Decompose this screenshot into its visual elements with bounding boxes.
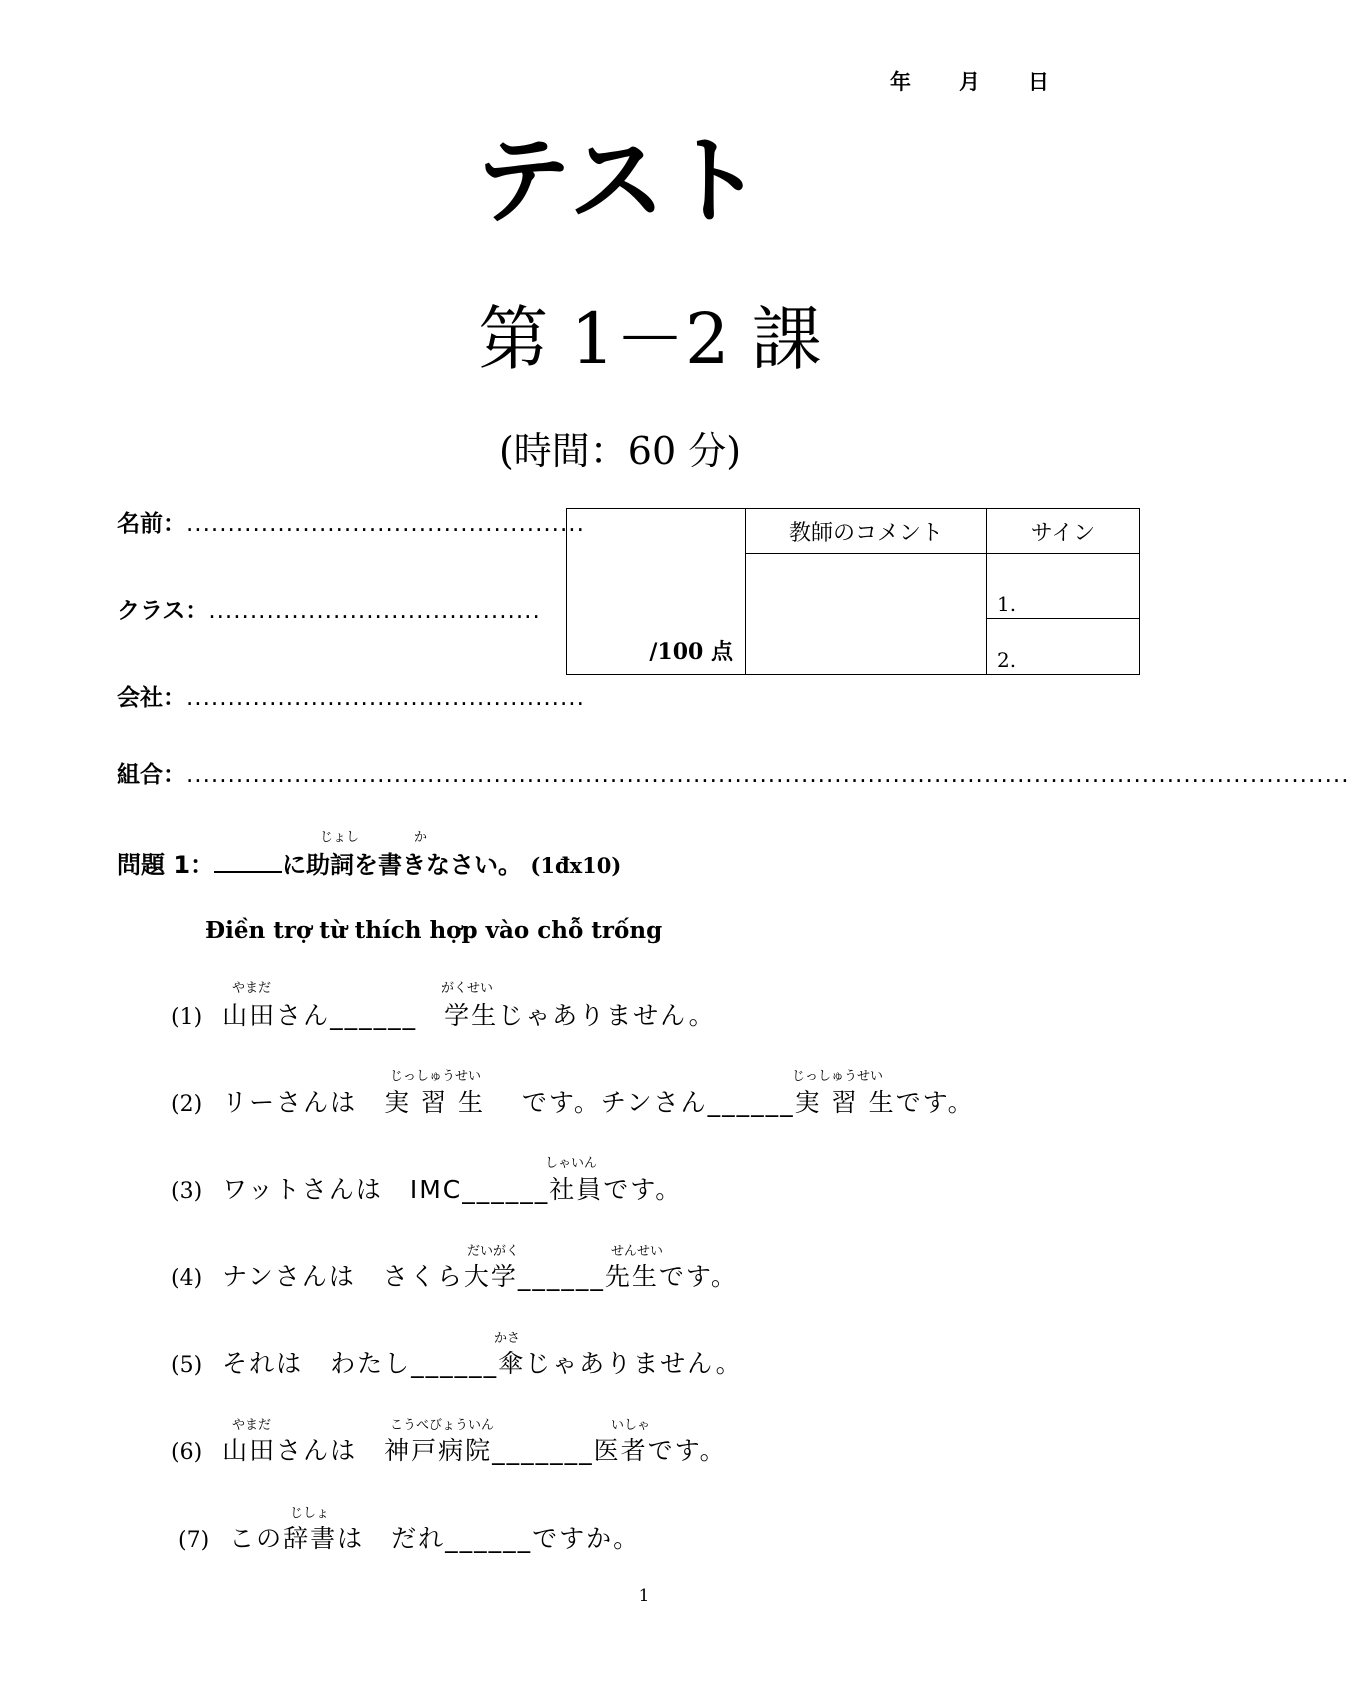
question-1-label: 問題 1： bbox=[117, 851, 215, 879]
name-field[interactable] bbox=[117, 505, 585, 538]
question-1-subtitle: Điền trợ từ thích hợp vào chỗ trống bbox=[205, 917, 663, 944]
item-4-ruby-1: だいがく bbox=[467, 1244, 520, 1259]
question-1-blank bbox=[214, 869, 282, 873]
item-1-ruby-2: がくせい bbox=[441, 981, 494, 996]
ruby-joshi: じょし bbox=[320, 830, 360, 845]
comment-cell[interactable] bbox=[746, 554, 987, 675]
question-1-title bbox=[117, 845, 621, 880]
item-3-number: (3) bbox=[171, 1179, 203, 1204]
class-label: クラス： bbox=[117, 598, 209, 624]
item-3 bbox=[171, 1170, 682, 1206]
score-text: /100 点 bbox=[649, 639, 733, 665]
union-dots: ............................................................................................................................................ bbox=[186, 762, 1350, 788]
sign-1-label: 1. bbox=[997, 592, 1017, 616]
item-1-text: 山田さん______ 学生じゃありません。 bbox=[222, 1001, 716, 1030]
date-month: 月 bbox=[959, 70, 980, 94]
company-label: 会社： bbox=[117, 685, 186, 711]
date-year: 年 bbox=[890, 70, 911, 94]
union-label: 組合： bbox=[117, 762, 186, 788]
item-1-number: (1) bbox=[171, 1005, 203, 1030]
question-1-text: に助詞を書きなさい。 bbox=[282, 851, 523, 879]
item-3-text: ワットさんは IMC______社員です。 bbox=[222, 1175, 683, 1204]
item-3-ruby-1: しゃいん bbox=[545, 1156, 598, 1171]
item-6-number: (6) bbox=[171, 1440, 203, 1465]
sign-1-cell[interactable] bbox=[987, 554, 1140, 619]
sign-2-cell[interactable] bbox=[987, 619, 1140, 675]
item-1 bbox=[171, 996, 716, 1032]
item-2-number: (2) bbox=[171, 1092, 203, 1117]
page-title: テスト bbox=[474, 125, 766, 237]
name-dots: ................................................ bbox=[186, 511, 585, 537]
sign-2-label: 2. bbox=[997, 648, 1017, 672]
item-2-ruby-1: じっしゅうせい bbox=[390, 1069, 482, 1084]
item-6-ruby-2: こうべびょういん bbox=[390, 1418, 495, 1433]
score-table bbox=[566, 508, 1140, 675]
item-4-number: (4) bbox=[171, 1266, 203, 1291]
item-4-ruby-2: せんせい bbox=[611, 1244, 664, 1259]
score-cell bbox=[567, 509, 746, 675]
lesson-title: 第 1－2 課 bbox=[478, 298, 822, 380]
item-4-text: ナンさんは さくら大学______先生です。 bbox=[222, 1262, 738, 1291]
item-7-ruby-1: じしょ bbox=[290, 1506, 330, 1521]
class-dots: ........................................ bbox=[208, 598, 541, 624]
class-field[interactable] bbox=[117, 592, 541, 625]
item-6 bbox=[171, 1431, 727, 1467]
item-6-text: 山田さんは 神戸病院_______医者です。 bbox=[222, 1436, 727, 1465]
item-4 bbox=[171, 1257, 738, 1293]
item-5 bbox=[171, 1344, 743, 1380]
union-field[interactable] bbox=[117, 756, 1350, 789]
item-2 bbox=[171, 1083, 975, 1119]
item-2-ruby-2: じっしゅうせい bbox=[792, 1069, 884, 1084]
company-dots: ................................................ bbox=[186, 685, 585, 711]
item-1-ruby-1: やまだ bbox=[232, 981, 272, 996]
sign-header: サイン bbox=[987, 509, 1140, 554]
comment-header: 教師のコメント bbox=[746, 509, 987, 554]
item-7-number: (7) bbox=[178, 1528, 210, 1553]
name-label: 名前： bbox=[117, 511, 186, 537]
time-limit: (時間：60 分) bbox=[498, 429, 742, 473]
ruby-ka: か bbox=[414, 830, 428, 845]
date-line bbox=[890, 66, 1097, 96]
item-5-ruby-1: かさ bbox=[494, 1331, 521, 1346]
item-5-number: (5) bbox=[171, 1353, 203, 1378]
company-field[interactable] bbox=[117, 679, 585, 712]
date-day: 日 bbox=[1028, 70, 1049, 94]
item-6-ruby-3: いしゃ bbox=[611, 1418, 651, 1433]
item-7 bbox=[178, 1519, 640, 1555]
item-2-text: リーさんは 実 習 生 です。チンさん______実 習 生です。 bbox=[222, 1088, 975, 1117]
item-5-text: それは わたし______傘じゃありません。 bbox=[222, 1349, 743, 1378]
question-1-points: (1đx10) bbox=[530, 853, 622, 878]
item-6-ruby-1: やまだ bbox=[232, 1418, 272, 1433]
page-number: 1 bbox=[638, 1586, 650, 1606]
item-7-text: この辞書は だれ______ですか。 bbox=[229, 1524, 641, 1553]
